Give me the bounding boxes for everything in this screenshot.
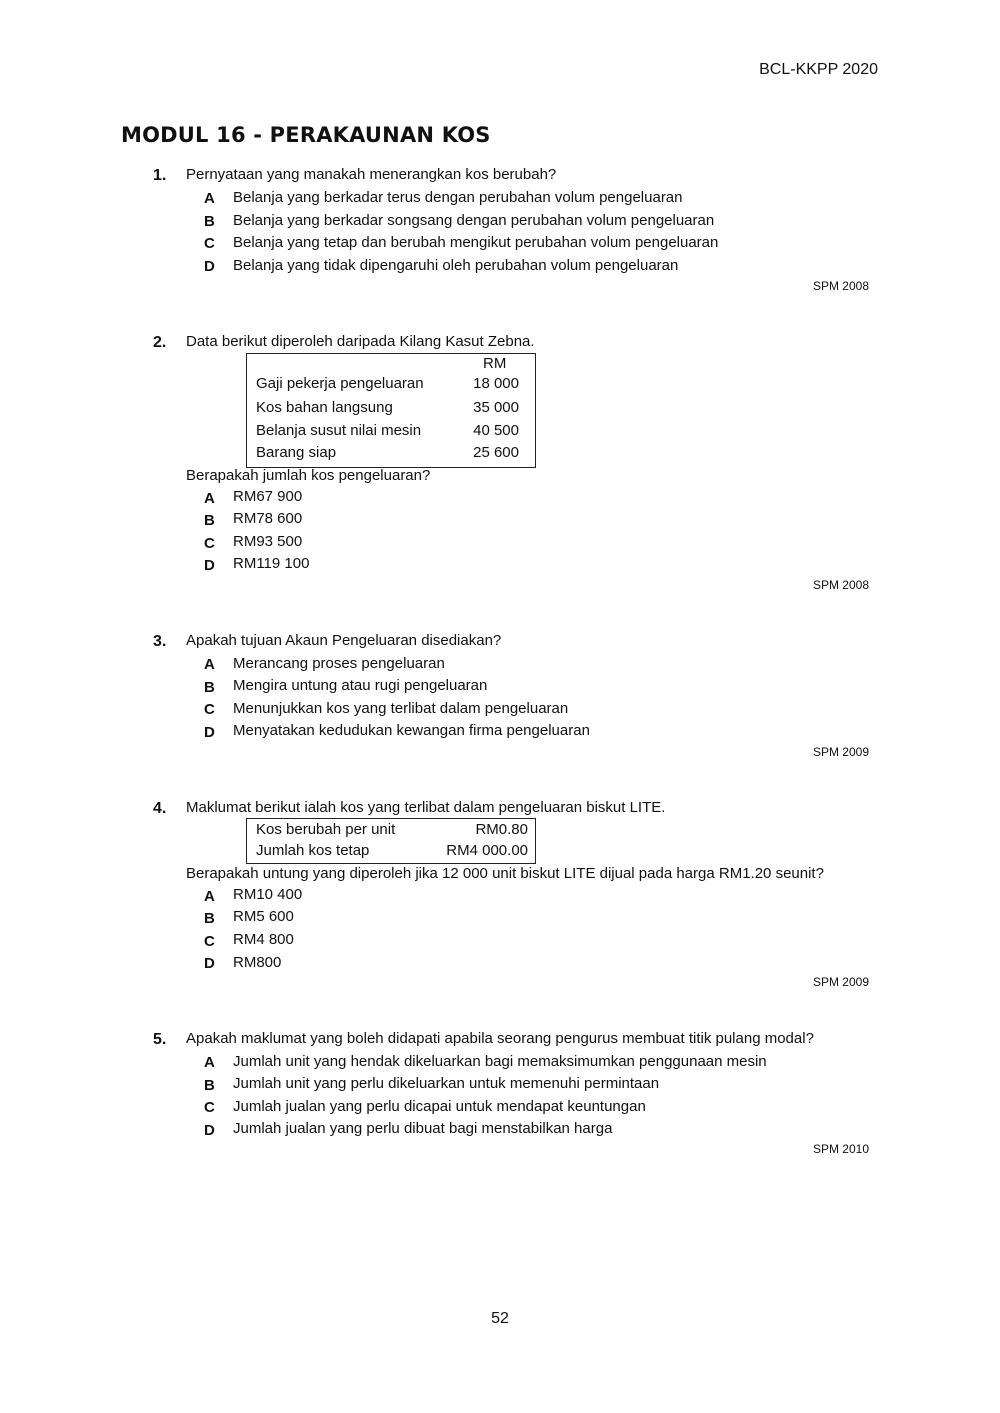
question-number: 5. [153, 1031, 167, 1048]
option-letter: C [204, 1099, 215, 1116]
option-text: RM10 400 [233, 886, 303, 903]
question-number: 3. [153, 633, 167, 650]
option-letter: D [204, 258, 215, 275]
option-letter: A [204, 656, 215, 673]
option-text: Belanja yang berkadar terus dengan perubahan volum pengeluaran [233, 189, 683, 206]
table-row-label: Kos bahan langsung [256, 399, 393, 416]
page-title: MODUL 16 - PERAKAUNAN KOS [121, 123, 491, 147]
option-text: RM119 100 [233, 555, 310, 572]
data-table [246, 818, 536, 864]
option-letter: C [204, 535, 215, 552]
source-label: SPM 2010 [812, 1142, 869, 1156]
table-row-value: 40 500 [473, 422, 519, 439]
table-row-label: Kos berubah per unit [256, 821, 396, 838]
table-row-label: Belanja susut nilai mesin [256, 422, 422, 439]
option-text: Merancang proses pengeluaran [233, 655, 445, 672]
page-number: 52 [491, 1310, 509, 1327]
option-letter: D [204, 955, 215, 972]
question-number: 2. [153, 334, 167, 351]
table-row-label: Jumlah kos tetap [256, 842, 370, 859]
option-letter: C [204, 701, 215, 718]
option-text: Belanja yang tetap dan berubah mengikut perubahan volum pengeluaran [233, 234, 719, 251]
option-text: Jumlah unit yang hendak dikeluarkan bagi memaksimumkan penggunaan mesin [233, 1053, 767, 1070]
option-letter: D [204, 724, 215, 741]
question-number: 4. [153, 800, 167, 817]
data-table [246, 353, 536, 468]
table-row-value: RM0.80 [475, 821, 528, 838]
option-text: RM93 500 [233, 533, 303, 550]
source-label: SPM 2009 [812, 745, 869, 759]
option-text: Belanja yang berkadar songsang dengan perubahan volum pengeluaran [233, 212, 715, 229]
question-prompt: Berapakah untung yang diperoleh jika 12 000 unit biskut LITE dijual pada harga RM1.20 seunit? [186, 865, 824, 882]
option-text: RM78 600 [233, 510, 303, 527]
option-letter: C [204, 933, 215, 950]
header-code: BCL-KKPP 2020 [759, 61, 878, 78]
question-text: Apakah tujuan Akaun Pengeluaran disediakan? [186, 632, 502, 649]
source-label: SPM 2008 [812, 578, 869, 592]
option-letter: A [204, 888, 215, 905]
option-text: Jumlah jualan yang perlu dibuat bagi menstabilkan harga [233, 1120, 613, 1137]
option-text: RM5 600 [233, 908, 294, 925]
option-letter: A [204, 490, 215, 507]
table-row-value: RM4 000.00 [446, 842, 528, 859]
option-letter: A [204, 190, 215, 207]
option-text: Jumlah jualan yang perlu dicapai untuk mendapat keuntungan [233, 1098, 646, 1115]
question-number: 1. [153, 167, 167, 184]
question-text: Maklumat berikut ialah kos yang terlibat dalam pengeluaran biskut LITE. [186, 799, 666, 816]
question-prompt: Berapakah jumlah kos pengeluaran? [186, 467, 431, 484]
option-letter: B [204, 1077, 215, 1094]
option-letter: D [204, 557, 215, 574]
option-text: Jumlah unit yang perlu dikeluarkan untuk memenuhi permintaan [233, 1075, 660, 1092]
option-text: RM4 800 [233, 931, 294, 948]
option-letter: B [204, 213, 215, 230]
option-text: Belanja yang tidak dipengaruhi oleh perubahan volum pengeluaran [233, 257, 679, 274]
option-letter: A [204, 1054, 215, 1071]
option-text: RM67 900 [233, 488, 303, 505]
source-label: SPM 2009 [812, 975, 869, 989]
question-text: Apakah maklumat yang boleh didapati apabila seorang pengurus membuat titik pulang modal? [186, 1030, 814, 1047]
table-row-value: 35 000 [473, 399, 519, 416]
table-header-rm: RM [483, 355, 507, 372]
option-letter: D [204, 1122, 215, 1139]
question-text: Pernyataan yang manakah menerangkan kos berubah? [186, 166, 557, 183]
question-text: Data berikut diperoleh daripada Kilang Kasut Zebna. [186, 333, 535, 350]
option-text: RM800 [233, 954, 282, 971]
option-text: Menyatakan kedudukan kewangan firma pengeluaran [233, 722, 590, 739]
option-text: Menunjukkan kos yang terlibat dalam pengeluaran [233, 700, 569, 717]
option-letter: B [204, 910, 215, 927]
option-letter: B [204, 512, 215, 529]
table-row-label: Barang siap [256, 444, 337, 461]
source-label: SPM 2008 [812, 279, 869, 293]
table-row-label: Gaji pekerja pengeluaran [256, 375, 424, 392]
table-row-value: 18 000 [473, 375, 519, 392]
option-letter: C [204, 235, 215, 252]
option-letter: B [204, 679, 215, 696]
option-text: Mengira untung atau rugi pengeluaran [233, 677, 488, 694]
table-row-value: 25 600 [473, 444, 519, 461]
